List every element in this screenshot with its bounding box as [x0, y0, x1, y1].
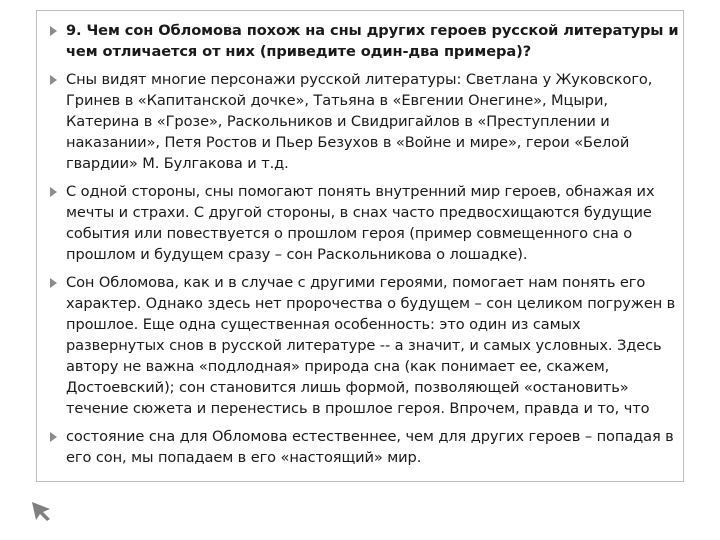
triangle-bullet-icon	[50, 432, 57, 442]
triangle-bullet-icon	[50, 187, 57, 197]
bullet-conclusion	[50, 426, 680, 468]
bullet-list	[50, 20, 680, 475]
triangle-bullet-icon	[50, 278, 57, 288]
bullet-text: состояние сна для Обломова естественнее, чем для других героев – попадая в его сон, мы попадаем в его «настоящий» мир.	[66, 428, 674, 466]
bullet-text: 9. Чем сон Обломова похож на сны других героев русской литературы и чем отличается от них (приведите один-два примера)?	[66, 22, 679, 60]
bullet-purpose	[50, 181, 680, 265]
triangle-bullet-icon	[50, 75, 57, 85]
bullet-oblomov-dream	[50, 272, 680, 419]
bullet-text: С одной стороны, сны помогают понять внутренний мир героев, обнажая их мечты и страхи. С другой стороны, в снах часто предвосхищаются будущие события или повествуется о прошлом героя (пример совмещенного сна о прошлом и будущем сразу – сон Раскольникова о лошадке).	[66, 183, 655, 263]
bullet-examples	[50, 69, 680, 174]
corner-arrow-icon	[30, 500, 52, 522]
bullet-text: Сны видят многие персонажи русской литературы: Светлана у Жуковского, Гринев в «Капитанской дочке», Татьяна в «Евгении Онегине», Мцыри, Катерина в «Грозе», Раскольников и Свидригайлов в «Преступлении и наказании», Петя Ростов и Пьер Безухов в «Войне и мире», герои «Белой гвардии» М. Булгакова и т.д.	[66, 71, 653, 172]
bullet-text: Сон Обломова, как и в случае с другими героями, помогает нам понять его характер. Однако здесь нет пророчества о будущем – сон целиком погружен в прошлое. Еще одна существенная особенность: это один из самых развернутых снов в русской литературе -- а значит, и самых условных. Здесь автору не важна «подлодная» природа сна (как понимает ее, скажем, Достоевский); сон становится лишь формой, позволяющей «остановить» течение сюжета и перенестись в прошлое героя. Впрочем, правда и то, что	[66, 274, 676, 417]
triangle-bullet-icon	[50, 26, 57, 36]
bullet-question	[50, 20, 680, 62]
